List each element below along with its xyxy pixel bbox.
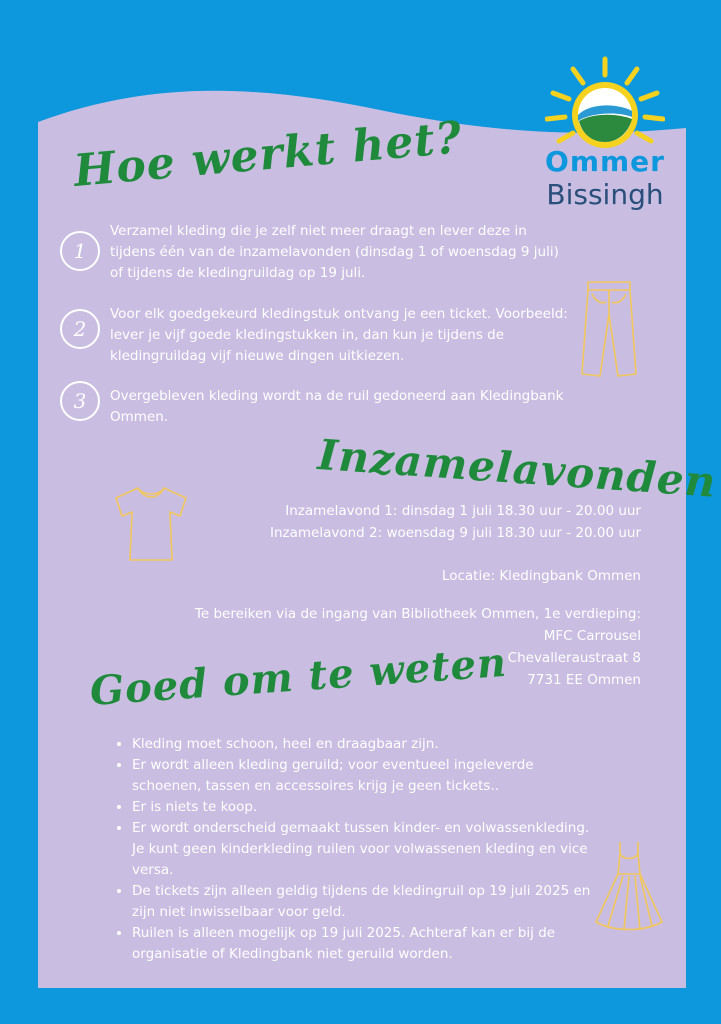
trousers-icon xyxy=(578,278,640,382)
step-3-number: 3 xyxy=(60,381,100,421)
heading-how-it-works: Hoe werkt het? xyxy=(71,112,465,197)
heading-good-to-know: Goed om te weten xyxy=(88,638,509,715)
route-description: Te bereiken via de ingang van Bibliotheek Ommen, 1e verdieping: xyxy=(194,606,641,622)
step-2-text: Voor elk goedgekeurd kledingstuk ontvang je een ticket. Voorbeeld: lever je vijf goede kledingstukken in, dan kun je tijdens de kledingruildag vijf nieuwe dingen uitkiezen. xyxy=(110,306,568,364)
list-item: • Ruilen is alleen mogelijk op 19 juli 2025. Achteraf kan er bij de organisatie of Kledingbank niet geruild worden. xyxy=(132,923,602,965)
list-item: • De tickets zijn alleen geldig tijdens de kledingruil op 19 juli 2025 en zijn niet inwisselbaar voor geld. xyxy=(132,881,602,923)
logo-text-ommer: Ommer xyxy=(545,145,665,178)
good-to-know-list xyxy=(112,734,602,965)
list-item: • Kleding moet schoon, heel en draagbaar zijn. xyxy=(132,734,602,755)
address-line-2: Chevalleraustraat 8 xyxy=(507,650,641,666)
location: Locatie: Kledingbank Ommen xyxy=(441,568,641,584)
dress-icon xyxy=(590,838,668,934)
list-item: • Er wordt alleen kleding geruild; voor eventueel ingeleverde schoenen, tassen en accessoires krijg je geen tickets.. xyxy=(132,755,602,797)
tshirt-icon xyxy=(110,484,192,564)
address-line-1: MFC Carrousel xyxy=(543,628,641,644)
collection-evening-2: Inzamelavond 2: woensdag 9 juli 18.30 uur - 20.00 uur xyxy=(269,525,641,541)
collection-evening-1: Inzamelavond 1: dinsdag 1 juli 18.30 uur - 20.00 uur xyxy=(285,503,641,519)
step-1-number: 1 xyxy=(60,231,100,271)
step-2-number: 2 xyxy=(60,309,100,349)
sun-logo-icon xyxy=(545,55,665,150)
step-3-text: Overgebleven kleding wordt na de ruil gedoneerd aan Kledingbank Ommen. xyxy=(110,388,564,425)
step-1-text: Verzamel kleding die je zelf niet meer draagt en lever deze in tijdens één van de inzamelavonden (dinsdag 1 of woensdag 9 juli) of tijdens de kledingruildag op 19 juli. xyxy=(110,223,559,281)
list-item: • Er wordt onderscheid gemaakt tussen kinder- en volwassenkleding. Je kunt geen kinderkleding ruilen voor volwassenen kleding en vice versa. xyxy=(132,818,602,881)
address-line-3: 7731 EE Ommen xyxy=(527,672,641,688)
logo-text-bissingh: Bissingh xyxy=(546,178,664,211)
list-item: • Er is niets te koop. xyxy=(132,797,602,818)
heading-collection-evenings: Inzamelavonden xyxy=(316,430,718,507)
